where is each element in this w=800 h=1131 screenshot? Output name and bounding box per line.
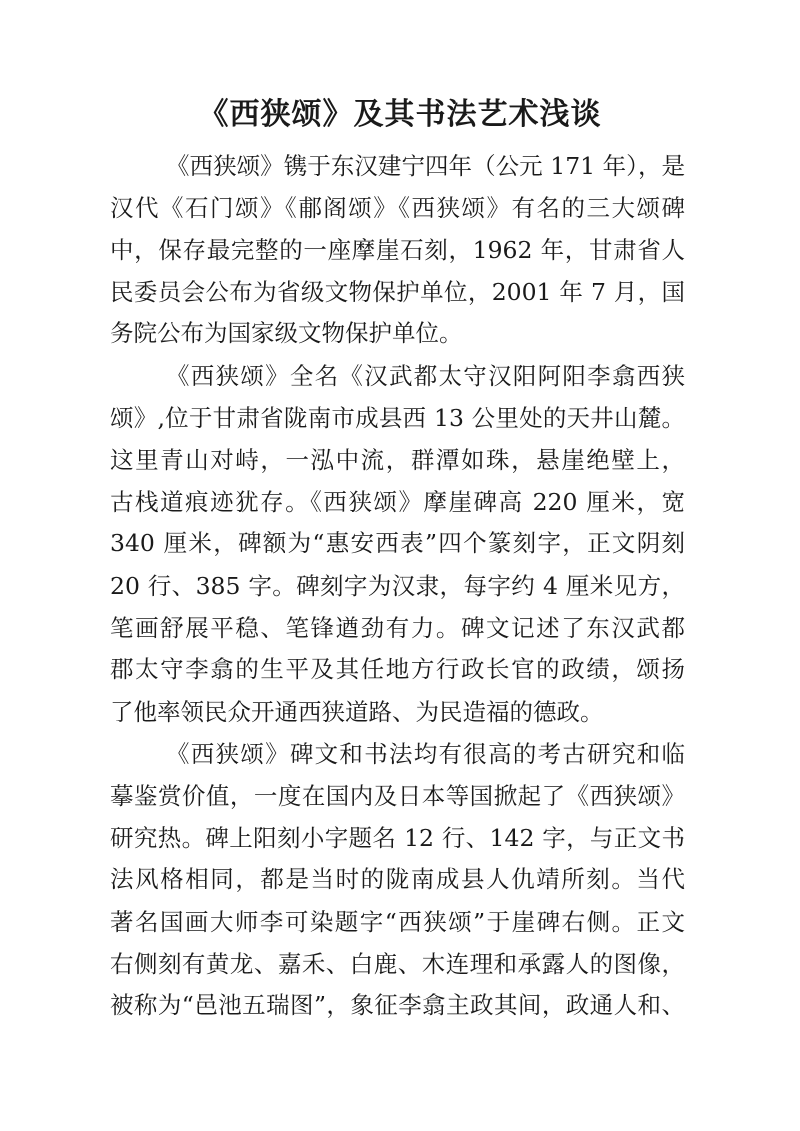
paragraph-2-line-5: 340 厘米，碑额为“惠安西表”四个篆刻字，正文阴刻 <box>110 529 685 557</box>
paragraph-2-line-4: 古栈道痕迹犹存。《西狭颂》摩崖碑高 220 厘米，宽 <box>110 488 685 516</box>
paragraph-1-line-1: 《西狭颂》镌于东汉建宁四年（公元 171 年），是 <box>166 152 685 180</box>
paragraph-2-line-3: 这里青山对峙，一泓中流，群潭如珠，悬崖绝壁上， <box>110 446 685 474</box>
paragraph-1-line-2: 汉代《石门颂》《郙阁颂》《西狭颂》有名的三大颂碑 <box>110 194 685 222</box>
paragraph-1-line-5: 务院公布为国家级文物保护单位。 <box>110 319 463 347</box>
document-title: 《西狭颂》及其书法艺术浅谈 <box>198 97 602 132</box>
paragraph-1-line-4: 民委员会公布为省级文物保护单位，2001 年 7 月，国 <box>110 278 685 306</box>
paragraph-3-line-5: 著名国画大师李可染题字“西狭颂”于崖碑右侧。正文 <box>110 908 685 936</box>
paragraph-2-line-1: 《西狭颂》全名《汉武都太守汉阳阿阳李翕西狭 <box>166 362 685 390</box>
paragraph-2-line-7: 笔画舒展平稳、笔锋遒劲有力。碑文记述了东汉武都 <box>110 614 685 642</box>
paragraph-1-line-3: 中，保存最完整的一座摩崖石刻，1962 年，甘肃省人 <box>110 236 685 264</box>
paragraph-2-line-9: 了他率领民众开通西狭道路、为民造福的德政。 <box>110 698 604 726</box>
paragraph-3-line-2: 摹鉴赏价值，一度在国内及日本等国掀起了《西狭颂》 <box>110 782 685 810</box>
paragraph-3-line-3: 研究热。碑上阳刻小字题名 12 行、142 字，与正文书 <box>110 824 685 852</box>
paragraph-3-line-6: 右侧刻有黄龙、嘉禾、白鹿、木连理和承露人的图像， <box>110 950 685 978</box>
paragraph-3-line-1: 《西狭颂》碑文和书法均有很高的考古研究和临 <box>166 740 685 768</box>
paragraph-2-line-6: 20 行、385 字。碑刻字为汉隶，每字约 4 厘米见方， <box>110 572 685 600</box>
paragraph-2-line-8: 郡太守李翕的生平及其任地方行政长官的政绩，颂扬 <box>110 655 685 683</box>
paragraph-3-line-7: 被称为“邑池五瑞图”，象征李翕主政其间，政通人和、 <box>110 991 685 1019</box>
paragraph-3-line-4: 法风格相同，都是当时的陇南成县人仇靖所刻。当代 <box>110 865 685 893</box>
paragraph-2-line-2: 颂》,位于甘肃省陇南市成县西 13 公里处的天井山麓。 <box>110 404 685 432</box>
